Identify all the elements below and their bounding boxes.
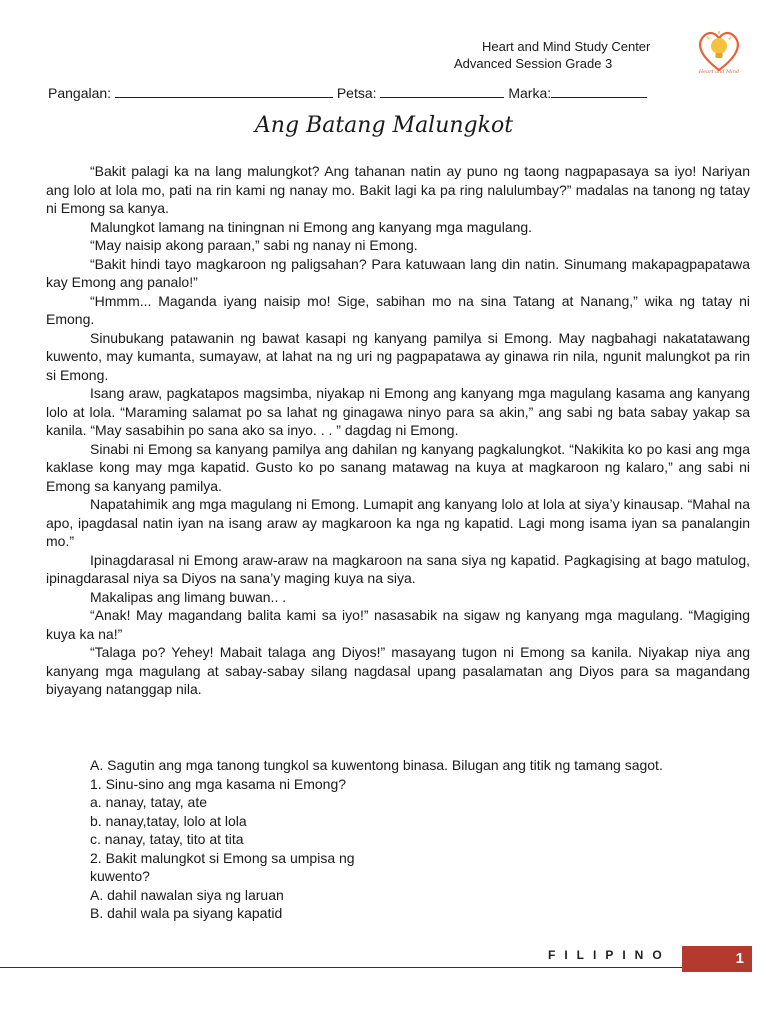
- page-number: 1: [682, 946, 752, 972]
- story-title: Ang Batang Malungkot: [254, 113, 514, 138]
- questions-section: [46, 756, 750, 923]
- story-paragraph: Napatahimik ang mga magulang ni Emong. Lumapit ang kanyang lolo at lola at siya’y kinausap. “Mahal na apo, ipagdasal natin iyan na isang araw ay magkaroon ka nga ng kapatid. Lagi mong isama iyan sa panalangin mo.”: [46, 496, 750, 549]
- answer-choice[interactable]: A. dahil nawalan siya ng laruan: [90, 886, 284, 903]
- story-paragraph: Makalipas ang limang buwan.. .: [90, 588, 287, 605]
- story-paragraph: “May naisip akong paraan,” sabi ng nanay ni Emong.: [90, 237, 418, 253]
- footer-divider: [0, 967, 682, 968]
- answer-choice[interactable]: c. nanay, tatay, tito at tita: [90, 831, 244, 847]
- date-field[interactable]: [380, 85, 504, 98]
- org-name: Heart and Mind Study Center: [482, 39, 651, 54]
- story-paragraph: “Bakit palagi ka na lang malungkot? Ang tahanan natin ay puno ng taong nagpapasaya sa iyo! Nariyan ang lolo at lola mo, pati na rin kami ng nanay mo. Bakit lagi ka pa ring nalulumbay?” madalas na tanong ng tatay ni Emong sa kanya.: [46, 163, 750, 216]
- date-label: Petsa:: [336, 85, 377, 101]
- story-paragraph: Malungkot lamang na tiningnan ni Emong ang kanyang mga magulang.: [90, 218, 533, 235]
- questions-instruction: A. Sagutin ang mga tanong tungkol sa kuwentong binasa. Bilugan ang titik ng tamang sagot.: [90, 757, 663, 773]
- score-field[interactable]: [551, 85, 647, 98]
- name-label: Pangalan:: [48, 85, 112, 101]
- answer-choice[interactable]: b. nanay,tatay, lolo at lola: [90, 812, 247, 829]
- story-paragraph: Ipinagdarasal ni Emong araw-araw na magkaroon na sana siya ng kapatid. Pagkagising at bago matulog, ipinagdarasal niya sa Diyos na sana’y maging kuya na siya.: [46, 551, 750, 586]
- subject-label: FILIPINO: [548, 948, 671, 962]
- question-line: 2. Bakit malungkot si Emong sa umpisa ng: [90, 849, 355, 866]
- org-header: [454, 38, 650, 72]
- story-paragraph: Sinubukang patawanin ng bawat kasapi ng kanyang pamilya si Emong. May nagbahagi nakatatawang kuwento, may kumanta, sumayaw, at lahat na ng uri ng pagpapatawa ay ginawa rin nila, ngunit malungkot pa rin si Emong.: [46, 329, 750, 383]
- student-info-row: [48, 85, 647, 101]
- score-label: Marka:: [508, 85, 552, 101]
- heart-lightbulb-logo-icon: [694, 26, 744, 76]
- answer-choice[interactable]: a. nanay, tatay, ate: [90, 794, 208, 810]
- story-paragraph: “Hmmm... Maganda iyang naisip mo! Sige, sabihan mo na sina Tatang at Nanang,” wika ng tatay ni Emong.: [46, 292, 750, 327]
- answer-choice[interactable]: B. dahil wala pa siyang kapatid: [90, 905, 283, 921]
- name-field[interactable]: [115, 85, 333, 98]
- question-line: kuwento?: [90, 868, 150, 884]
- story-paragraph: “Anak! May magandang balita kami sa iyo!” nasasabik na sigaw ng kanyang mga magulang. “Magiging kuya ka na!”: [46, 607, 750, 642]
- logo-text: Heart and Mind: [698, 69, 740, 75]
- question-line: 1. Sinu-sino ang mga kasama ni Emong?: [90, 775, 347, 792]
- story-paragraph: “Talaga po? Yehey! Mabait talaga ang Diyos!” masayang tugon ni Emong sa kanila. Niyakap niya ang kanyang mga magulang at sabay-sabay silang nagdasal upang pasalamatan ang Diyos para sa magandang biyayang natanggap nila.: [46, 644, 750, 697]
- story-paragraph: Sinabi ni Emong sa kanyang pamilya ang dahilan ng kanyang pagkalungkot. “Nakikita ko po kasi ang mga kaklase kong may mga kapatid. Gusto ko po sanang matawag na kuya at magkaroon ng kalaro,” ang sabi ni Emong sa kanyang pamilya.: [46, 440, 750, 494]
- story-body: [46, 162, 750, 699]
- story-paragraph: Isang araw, pagkatapos magsimba, niyakap ni Emong ang kanyang mga magulang kasama ang kanyang lolo at lola. “Maraming salamat po sa lahat ng ginagawa ninyo para sa akin,” ang sabi ng bata sabay yakap sa kanila. “May sasabihin po sana ako sa inyo. . . ” dagdag ni Emong.: [46, 385, 750, 438]
- session-label: Advanced Session Grade 3: [454, 56, 613, 71]
- story-paragraph: “Bakit hindi tayo magkaroon ng paligsahan? Para katuwaan lang din natin. Sinumang makapagpapatawa kay Emong ang panalo!”: [46, 255, 750, 290]
